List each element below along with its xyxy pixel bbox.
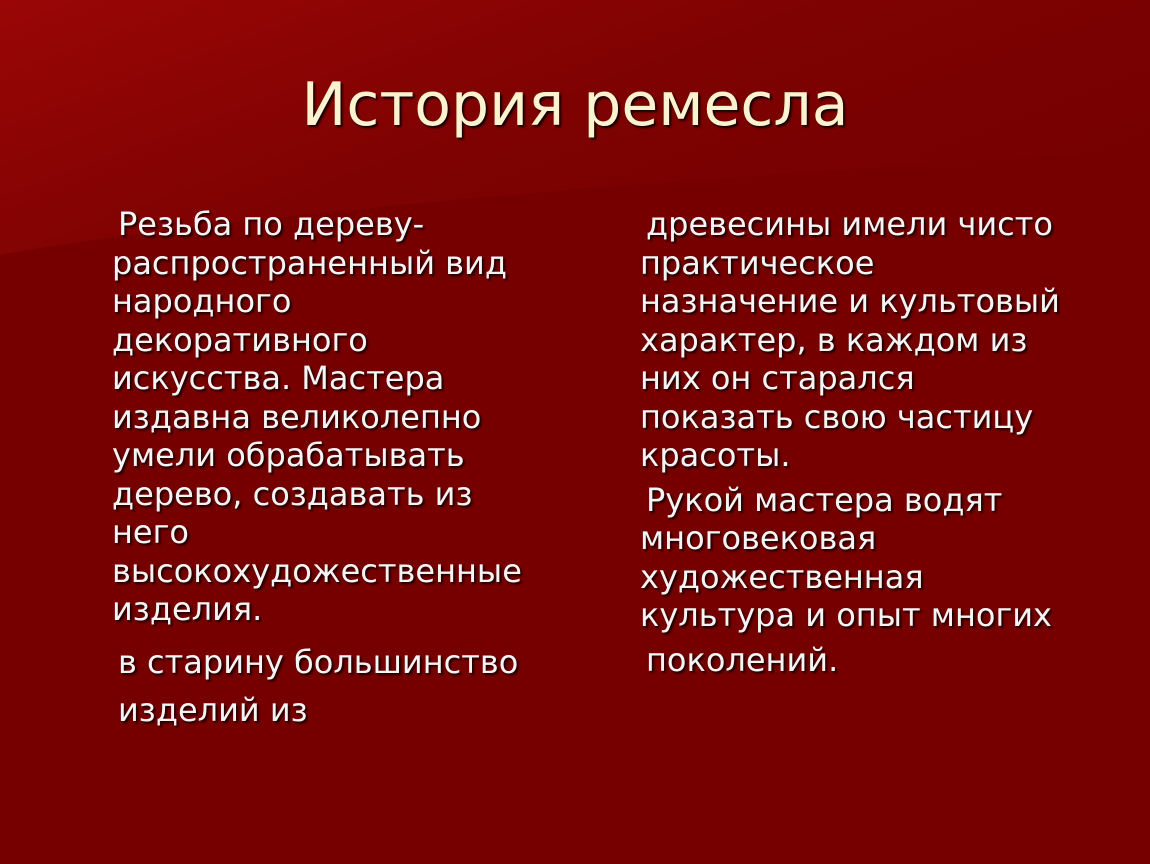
text-line: красоты.	[640, 436, 791, 474]
text-line: художественная	[640, 557, 924, 596]
right-paragraph-2	[640, 481, 1110, 680]
text-line: в старину большинство	[118, 642, 519, 681]
left-paragraph-2	[112, 643, 552, 730]
text-line: культура и опыт многих	[640, 596, 1052, 634]
text-line: декоративного	[112, 320, 368, 359]
text-line: распространенный вид	[112, 243, 507, 282]
text-line: Рукой мастера водят	[646, 480, 1003, 519]
text-line: него	[112, 513, 189, 551]
text-line: характер, в каждом из	[640, 320, 1028, 359]
text-line: практическое	[640, 243, 875, 282]
text-line: Резьба по дереву-	[118, 205, 425, 243]
right-text-column	[640, 205, 1110, 679]
text-line: дерево, создавать из	[112, 474, 473, 513]
right-paragraph-1	[640, 205, 1110, 475]
text-line: древесины имели чисто	[646, 205, 1053, 243]
text-line: высокохудожественные	[112, 551, 522, 590]
text-line: многовековая	[640, 519, 877, 557]
text-line: изделия.	[112, 590, 263, 628]
left-text-column	[112, 205, 552, 730]
text-line: назначение и культовый	[640, 282, 1060, 320]
text-line: поколений.	[646, 640, 839, 679]
text-line: народного	[112, 282, 292, 320]
text-line: них он старался	[640, 359, 915, 397]
slide-title: История ремесла	[301, 70, 849, 140]
text-line: изделий из	[118, 691, 308, 729]
text-line: показать свою частицу	[640, 397, 1034, 436]
text-line: искусства. Мастера	[112, 359, 445, 397]
text-line: издавна великолепно	[112, 397, 482, 436]
left-paragraph-1	[112, 205, 552, 629]
text-line: умели обрабатывать	[112, 436, 465, 474]
